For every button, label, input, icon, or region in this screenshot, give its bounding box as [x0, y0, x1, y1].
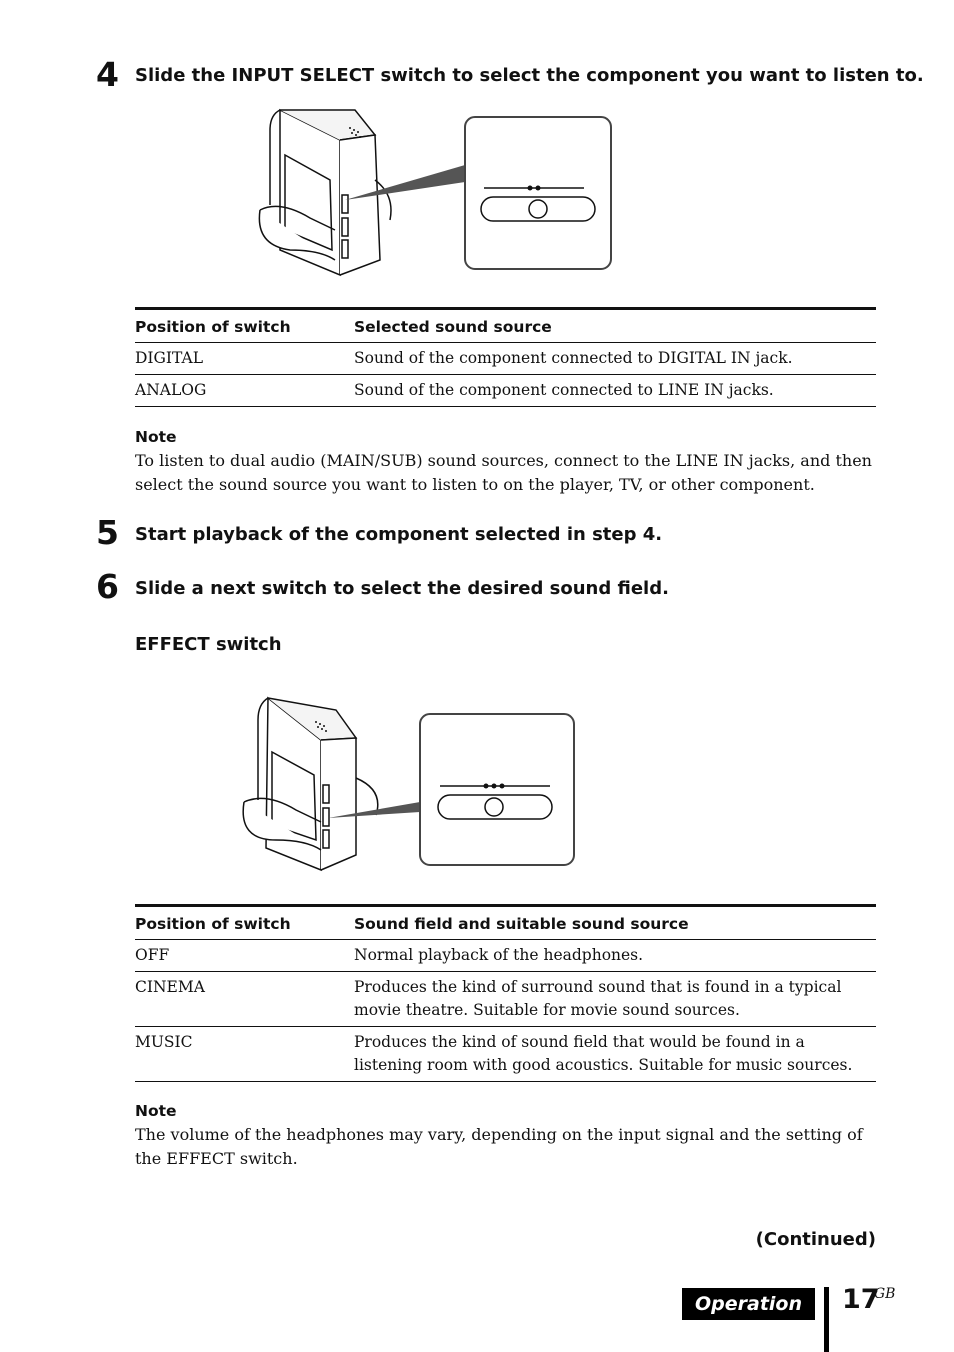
table-row — [135, 375, 876, 407]
effect-switch-table — [135, 904, 876, 1082]
table1-cell-source: Sound of the component connected to DIGITAL IN jack. — [354, 343, 876, 375]
table2-cell-description: Normal playback of the headphones. — [354, 940, 876, 972]
table2-cell-position: CINEMA — [135, 972, 354, 1027]
table2-cell-description: Produces the kind of sound field that would be found in a listening room with good acoustics. Suitable for music sources. — [354, 1027, 876, 1082]
table-row — [135, 972, 876, 1027]
note-1-text: To listen to dual audio (MAIN/SUB) sound sources, connect to the LINE IN jacks, and then select the sound source you want to listen to on the player, TV, or other component. — [135, 451, 872, 494]
table-row — [135, 1027, 876, 1082]
effect-switch-heading: EFFECT switch — [135, 634, 282, 655]
step-number-5: 5 — [96, 513, 119, 552]
page-number: 17 — [842, 1284, 880, 1315]
effect-switch-illustration — [236, 690, 586, 875]
step-4-instruction: Slide the INPUT SELECT switch to select the component you want to listen to. — [135, 65, 924, 86]
note-2-text: The volume of the headphones may vary, depending on the input signal and the setting of the EFFECT switch. — [135, 1125, 863, 1168]
step-number-4: 4 — [96, 55, 119, 94]
table1-header-position: Position of switch — [135, 309, 354, 343]
input-select-table — [135, 307, 876, 407]
note-1-title: Note — [135, 428, 177, 446]
table1-cell-source: Sound of the component connected to LINE IN jacks. — [354, 375, 876, 407]
table-row — [135, 343, 876, 375]
section-label: Operation — [682, 1288, 815, 1320]
table2-header-position: Position of switch — [135, 906, 354, 940]
step-number-6: 6 — [96, 567, 119, 606]
table2-cell-position: OFF — [135, 940, 354, 972]
note-2-title: Note — [135, 1102, 177, 1120]
table2-header-sound-field: Sound field and suitable sound source — [354, 906, 876, 940]
table2-cell-description: Produces the kind of surround sound that is found in a typical movie theatre. Suitable for movie sound sources. — [354, 972, 876, 1027]
table-row — [135, 940, 876, 972]
table1-cell-position: DIGITAL — [135, 343, 354, 375]
step-6-instruction: Slide a next switch to select the desired sound field. — [135, 578, 669, 599]
table1-cell-position: ANALOG — [135, 375, 354, 407]
page-language-suffix: GB — [874, 1286, 896, 1302]
footer-divider — [824, 1287, 829, 1352]
input-select-switch-illustration — [250, 100, 620, 280]
continued-label: (Continued) — [755, 1229, 876, 1250]
table1-header-source: Selected sound source — [354, 309, 876, 343]
table2-cell-position: MUSIC — [135, 1027, 354, 1082]
step-5-instruction: Start playback of the component selected in step 4. — [135, 524, 663, 545]
